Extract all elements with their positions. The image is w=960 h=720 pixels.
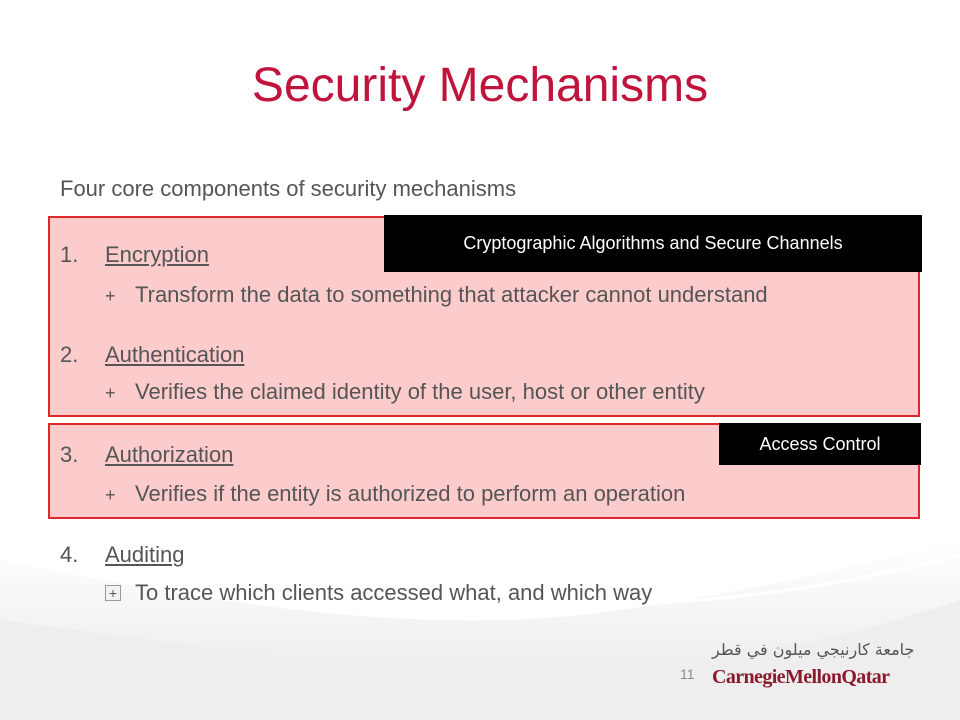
item-number: 3. — [60, 442, 79, 467]
cmu-qatar-logo — [712, 640, 917, 692]
item-detail-text: Verifies if the entity is authorized to perform an operation — [135, 481, 686, 506]
item-detail — [105, 282, 768, 308]
item-number: 1. — [60, 242, 79, 267]
item-detail — [105, 481, 685, 507]
logo-latin-text: CarnegieMellonQatar — [712, 666, 890, 688]
item-detail — [105, 580, 652, 606]
page-number: 11 — [680, 666, 695, 682]
callout-crypto: Cryptographic Algorithms and Secure Channels — [384, 215, 922, 272]
plus-bullet-icon: + — [105, 286, 116, 306]
item-detail-text: Verifies the claimed identity of the user, host or other entity — [135, 379, 705, 404]
item-detail — [105, 379, 705, 405]
plus-bullet-icon: + — [105, 485, 116, 505]
plus-bullet-icon: + — [105, 585, 121, 601]
item-number: 2. — [60, 342, 79, 367]
item-heading-authentication[interactable]: Authentication — [105, 342, 245, 367]
item-heading-auditing[interactable]: Auditing — [105, 542, 185, 567]
item-number: 4. — [60, 542, 79, 567]
item-detail-text: To trace which clients accessed what, and which way — [135, 580, 653, 605]
logo-arabic-text: جامعة كارنيجي ميلون في قطر — [712, 640, 915, 659]
intro-text: Four core components of security mechanisms — [60, 176, 517, 201]
callout-access-control: Access Control — [719, 423, 921, 465]
item-heading-authorization[interactable]: Authorization — [105, 442, 234, 467]
item-heading-encryption[interactable]: Encryption — [105, 242, 209, 267]
plus-bullet-icon: + — [105, 383, 116, 403]
item-detail-text: Transform the data to something that attacker cannot understand — [135, 282, 768, 307]
slide-title: Security Mechanisms — [251, 59, 709, 112]
